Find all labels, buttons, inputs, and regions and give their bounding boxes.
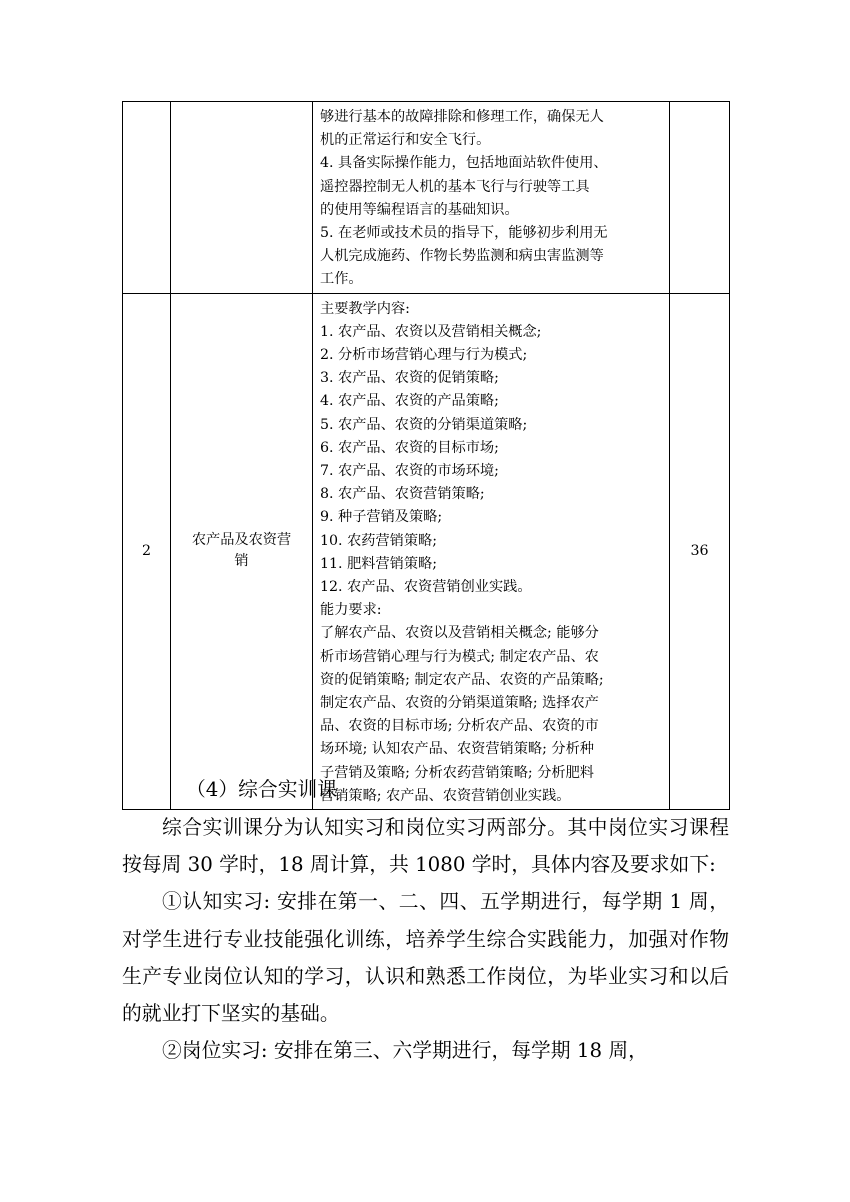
content-line: 4. 农产品、农资的产品策略; [320,393,499,410]
section-heading: （4）综合实训课 [186,778,338,801]
content-line: 营销策略; 农产品、农资营销创业实践。 [320,787,571,804]
content-line: 7. 农产品、农资的市场环境; [320,463,499,480]
content-line: 能力要求: [320,602,382,619]
course-index: 2 [141,543,152,560]
content-line: 了解农产品、农资以及营销相关概念; 能够分 [320,625,599,642]
content-line: 制定农产品、农资的分销渠道策略; 选择农产 [320,695,599,712]
content-line: 够进行基本的故障排除和修理工作，确保无人 [320,109,604,125]
content-line: 5. 在老师或技术员的指导下，能够初步利用无 [320,225,608,242]
content-line: 12. 农产品、农资营销创业实践。 [320,579,532,596]
paragraph-practicum-overview: 综合实训课分为认知实习和岗位实习两部分。其中岗位实习课程按每周 30 学时，18 周计算，共 1080 学时，具体内容及要求如下: [122,816,729,877]
content-cell [313,293,670,809]
content-line: 遥控器控制无人机的基本飞行与行驶等工具 [320,178,590,195]
content-line: 11. 肥料营销策略; [320,555,437,572]
hours-cell [670,293,730,809]
content-line: 2. 分析市场营销心理与行为模式; [320,347,528,364]
paragraph-post-internship: ②岗位实习: 安排在第三、六学期进行，每学期 18 周， [162,1039,648,1063]
course-content-text [313,294,669,809]
content-line: 主要教学内容: [320,300,410,317]
index-cell [123,102,171,294]
content-line: 资的促销策略; 制定农产品、农资的产品策略; [320,671,604,688]
content-line: 8. 农产品、农资营销策略; [320,486,485,503]
table-row [123,293,730,809]
course-name-line-2: 销 [234,553,249,570]
course-name-line-1: 农产品及农资营 [191,532,292,549]
content-line: 4. 具备实际操作能力，包括地面站软件使用、 [320,155,608,172]
content-line: 子营销及策略; 分析农药营销策略; 分析肥料 [320,764,594,781]
course-table [122,101,730,810]
section-body [122,809,729,1069]
course-hours: 36 [690,543,709,560]
content-line: 场环境; 认知农产品、农资营销策略; 分析种 [320,741,594,758]
content-line: 的使用等编程语言的基础知识。 [320,201,519,218]
content-line: 3. 农产品、农资的促销策略; [320,370,499,387]
content-line: 6. 农产品、农资的目标市场; [320,439,499,456]
table-row [123,102,730,294]
content-line: 1. 农产品、农资以及营销相关概念; [320,323,542,340]
content-line: 品、农资的目标市场; 分析农产品、农资的市 [320,718,599,735]
content-line: 工作。 [320,271,363,288]
content-line: 人机完成施药、作物长势监测和病虫害监测等 [320,248,604,265]
content-line: 机的正常运行和安全飞行。 [320,132,491,149]
content-cell [313,102,670,294]
course-name-cell [171,102,313,294]
course-name-cell [171,293,313,809]
index-cell [123,293,171,809]
hours-cell [670,102,730,294]
content-line: 10. 农药营销策略; [320,532,437,549]
content-line: 5. 农产品、农资的分销渠道策略; [320,416,528,433]
paragraph-cognitive-internship: ①认知实习: 安排在第一、二、四、五学期进行，每学期 1 周，对学生进行专业技能强化训练，培养学生综合实践能力，加强对作物生产专业岗位认知的学习，认识和熟悉工作岗位，为毕业实习和以后的就业打下坚实的基础。 [122,890,729,1026]
content-line: 析市场营销心理与行为模式; 制定农产品、农 [320,648,599,665]
content-line: 9. 种子营销及策略; [320,509,443,526]
course-content-text [313,102,669,293]
